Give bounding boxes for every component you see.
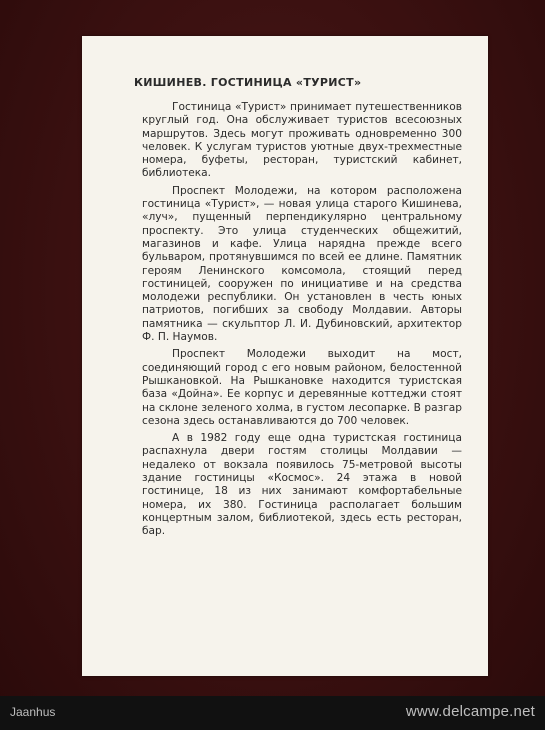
postcard-back [82, 36, 488, 676]
paragraph-2: Проспект Молодежи, на котором расположена гостиница «Турист», — новая улица старого Кишинева, «луч», пущенный перпендикулярно центральному проспекту. Это улица студенческих общежитий, магазинов и кафе. Улица нарядна прежде всего бульваром, протянувшимся по всей ее длине. Памятник героям Ленинского комсомола, стоящий перед гостиницей, сооружен по инициативе и на средства молодежи республики. Он установлен в честь юных патриотов, погибших за свободу Молдавии. Авторы памятника — скульптор Л. И. Дубиновский, архитектор Ф. П. Наумов. [142, 184, 462, 344]
footer-bar [0, 696, 545, 730]
paragraph-1: Гостиница «Турист» принимает путешественников круглый год. Она обслуживает туристов всесоюзных маршрутов. Здесь могут проживать одновременно 300 человек. К услугам туристов уютные двух-трехместные номера, буфеты, ресторан, туристский кабинет, библиотека. [142, 101, 462, 180]
postcard-title: КИШИНЕВ. ГОСТИНИЦА «ТУРИСТ» [134, 76, 362, 89]
seller-watermark: Jaanhus [10, 705, 56, 719]
paragraph-3: Проспект Молодежи выходит на мост, соединяющий город с его новым районом, белостенной Рышкановкой. На Рышкановке находится туристская база «Дойна». Ее корпус и деревянные коттеджи стоят на склоне зеленого холма, в густом лесопарке. В разгар сезона здесь останавливаются до 700 человек. [142, 348, 462, 427]
postcard-text-block [134, 76, 462, 543]
paragraph-4: А в 1982 году еще одна туристская гостиница распахнула двери гостям столицы Молдавии — недалеко от вокзала появилось 75-метровой высоты здание гостиницы «Космос». 24 этажа в новой гостинице, 18 из них занимают комфортабельные номера, их 380. Гостиница располагает большим концертным залом, библиотекой, здесь есть ресторан, бар. [142, 432, 462, 538]
site-watermark: www.delcampe.net [405, 703, 535, 720]
